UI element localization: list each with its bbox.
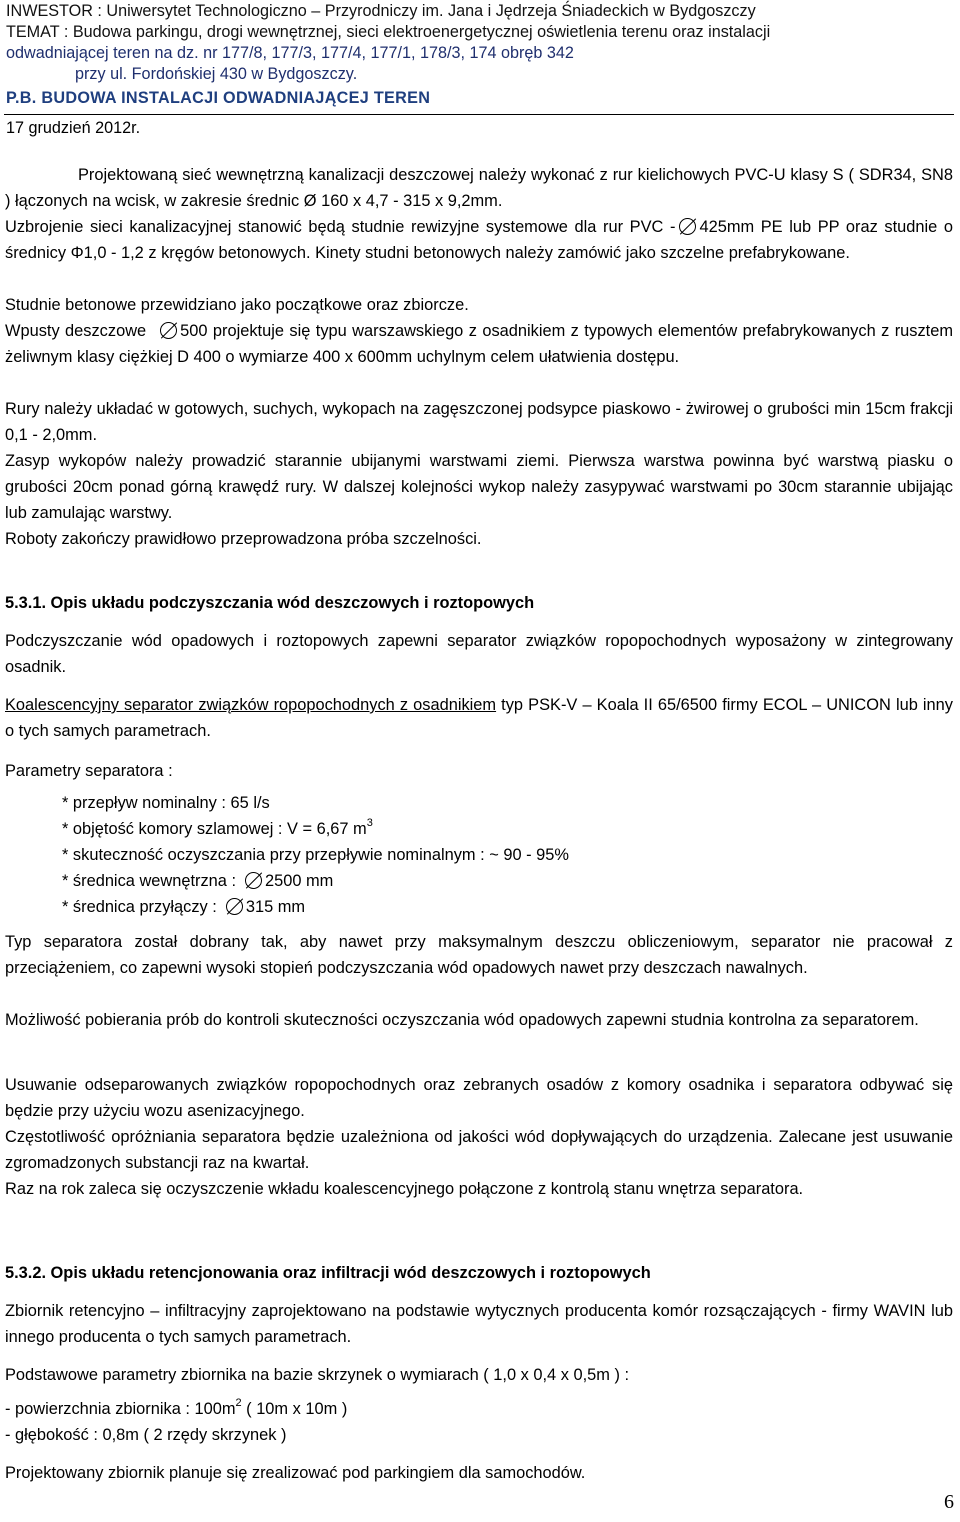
paragraph-backfill: Zasyp wykopów należy prowadzić starannie ubijanymi warstwami ziemi. Pierwsza warstwa powinna być warstwą piasku o grubości 20cm ponad górną krawędź rury. W dalszej kolejności wykop należy zasypywać warstwami po 30cm starannie ubijając lub zamulając warstwy. [5, 452, 953, 522]
tank-depth: - głębokość : 0,8m ( 2 rzędy skrzynek ) [5, 1426, 287, 1444]
separator-params-list [5, 790, 953, 920]
param-inner-diameter-value: 2500 mm [265, 872, 334, 890]
paragraph-pretreatment: Podczyszczanie wód opadowych i roztopowych zapewni separator związków ropopochodnych wyposażony w zintegrowany osadnik. [5, 632, 953, 676]
header-topic-line-3: przy ul. Fordońskiej 430 w Bydgoszczy. [75, 65, 358, 83]
section-531-heading: 5.3.1. Opis układu podczyszczania wód deszczowych i roztopowych [5, 594, 535, 612]
separator-params-title: Parametry separatora : [5, 762, 173, 780]
inlets-text-a: Wpusty deszczowe [5, 322, 147, 340]
param-sludge-volume-sup: 3 [366, 816, 373, 829]
tank-area-dims: ( 10m x 10m ) [241, 1400, 348, 1418]
param-inner-diameter-label: * średnica wewnętrzna : [62, 872, 237, 890]
header-topic-line-1: TEMAT : Budowa parkingu, drogi wewnętrznej, sieci elektroenergetycznej oświetlenia terenu oraz instalacji [6, 23, 771, 41]
param-nominal-flow: * przepływ nominalny : 65 l/s [62, 794, 270, 812]
separator-name-underlined: Koalescencyjny separator związków ropopochodnych z osadnikiem [5, 696, 497, 714]
header-topic-line-2: odwadniającej teren na dz. nr 177/8, 177/3, 177/4, 177/1, 178/3, 174 obręb 342 [6, 44, 574, 62]
param-connection-label: * średnica przyłączy : [62, 898, 217, 916]
tank-area-text: - powierzchnia zbiornika : 100m [5, 1400, 236, 1418]
paragraph-separator-type [5, 692, 953, 744]
paragraph-tank-location: Projektowany zbiornik planuje się zrealizować pod parkingiem dla samochodów. [5, 1464, 586, 1482]
inlets-text-b: 500 projektuje się typu warszawskiego z osadnikiem z typowych elementów prefabrykowanych z rusztem żeliwnym klasy ciężkiej D 400 o wymiarze 400 x 600mm uchylnym celem ułatwienia dostępu. [5, 322, 954, 366]
separator-type-rest: typ PSK-V – Koala II 65/6500 firmy ECOL – UNICON lub inny o tych samych parametrach. [5, 696, 953, 740]
paragraph-start-wells: Studnie betonowe przewidziano jako początkowe oraz zbiorcze. [5, 296, 469, 314]
paragraph-tank-params: Podstawowe parametry zbiornika na bazie skrzynek o wymiarach ( 1,0 x 0,4 x 0,5m ) : [5, 1366, 630, 1384]
param-connection-diameter [5, 894, 953, 920]
paragraph-annual-cleaning: Raz na rok zaleca się oczyszczenie wkładu koalescencyjnego połączone z kontrolą stanu wnętrza separatora. [5, 1180, 804, 1198]
param-efficiency: * skuteczność oczyszczania przy przepływie nominalnym : ~ 90 - 95% [62, 846, 569, 864]
paragraph-emptying: Częstotliwość opróżniania separatora będzie uzależniona od jakości wód dopływających do urządzenia. Zalecane jest usuwanie zgromadzonych substancji raz na kwartał. [5, 1128, 953, 1172]
page-header [6, 1, 956, 109]
section-532-heading: 5.3.2. Opis układu retencjonowania oraz infiltracji wód deszczowych i roztopowych [5, 1264, 651, 1282]
param-inner-diameter [5, 868, 953, 894]
paragraph-tightness-test: Roboty zakończy prawidłowo przeprowadzona próba szczelności. [5, 530, 482, 548]
header-investor: INWESTOR : Uniwersytet Technologiczno – Przyrodniczy im. Jana i Jędrzeja Śniadeckich w Bydgoszczy [6, 2, 756, 20]
tank-area-sup: 2 [235, 1396, 242, 1409]
paragraph-sampling: Możliwość pobierania prób do kontroli skuteczności oczyszczania wód opadowych zapewni studnia kontrolna za separatorem. [5, 1011, 919, 1029]
paragraph-pipes: Projektowaną sieć wewnętrzną kanalizacji deszczowej należy wykonać z rur kielichowych PVC-U klasy S ( SDR34, SN8 ) łączonych na wcisk, w zakresie średnic Ø 160 x 4,7 - 315 x 9,2mm. [5, 166, 953, 210]
diameter-icon [226, 898, 243, 915]
paragraph-separator-selection: Typ separatora został dobrany tak, aby nawet przy maksymalnym deszczu obliczeniowym, separator nie pracował z przeciążeniem, co zapewni wysoki stopień podczyszczania wód opadowych nawet przy deszczach nawalnych. [5, 933, 953, 977]
paragraph-inlets [5, 318, 953, 370]
page-number: 6 [944, 1491, 954, 1513]
header-project-title: P.B. BUDOWA INSTALACJI ODWADNIAJĄCEJ TEREN [6, 89, 431, 107]
paragraph-removal: Usuwanie odseparowanych związków ropopochodnych oraz zebranych osadów z komory osadnika i separatora odbywać się będzie przy użyciu wozu asenizacyjnego. [5, 1076, 953, 1120]
paragraph-manholes [5, 214, 953, 266]
paragraph-laying: Rury należy układać w gotowych, suchych, wykopach na zagęszczonej podsypce piaskowo - żwirowej o grubości min 15cm frakcji 0,1 - 2,0mm. [5, 400, 953, 444]
tank-area [5, 1396, 953, 1422]
diameter-icon [160, 322, 177, 339]
param-sludge-volume [5, 816, 953, 842]
manholes-text-a: Uzbrojenie sieci kanalizacyjnej stanowić będą studnie rewizyjne systemowe dla rur PVC - [5, 218, 676, 236]
diameter-icon [245, 872, 262, 889]
param-connection-value: 315 mm [245, 898, 306, 916]
paragraph-retention-tank: Zbiornik retencyjno – infiltracyjny zaprojektowano na podstawie wytycznych producenta komór rozsączających - firmy WAVIN lub innego producenta o tych samych parametrach. [5, 1302, 953, 1346]
header-divider [4, 114, 954, 115]
diameter-icon [679, 218, 696, 235]
manholes-text-b: 425mm PE lub PP oraz studnie o średnicy Φ1,0 - 1,2 z kręgów betonowych. Kinety studni betonowych należy zamówić jako szczelne prefabrykowane. [5, 218, 954, 262]
param-sludge-volume-text: * objętość komory szlamowej : V = 6,67 m [62, 820, 367, 838]
header-date: 17 grudzień 2012r. [6, 119, 141, 137]
